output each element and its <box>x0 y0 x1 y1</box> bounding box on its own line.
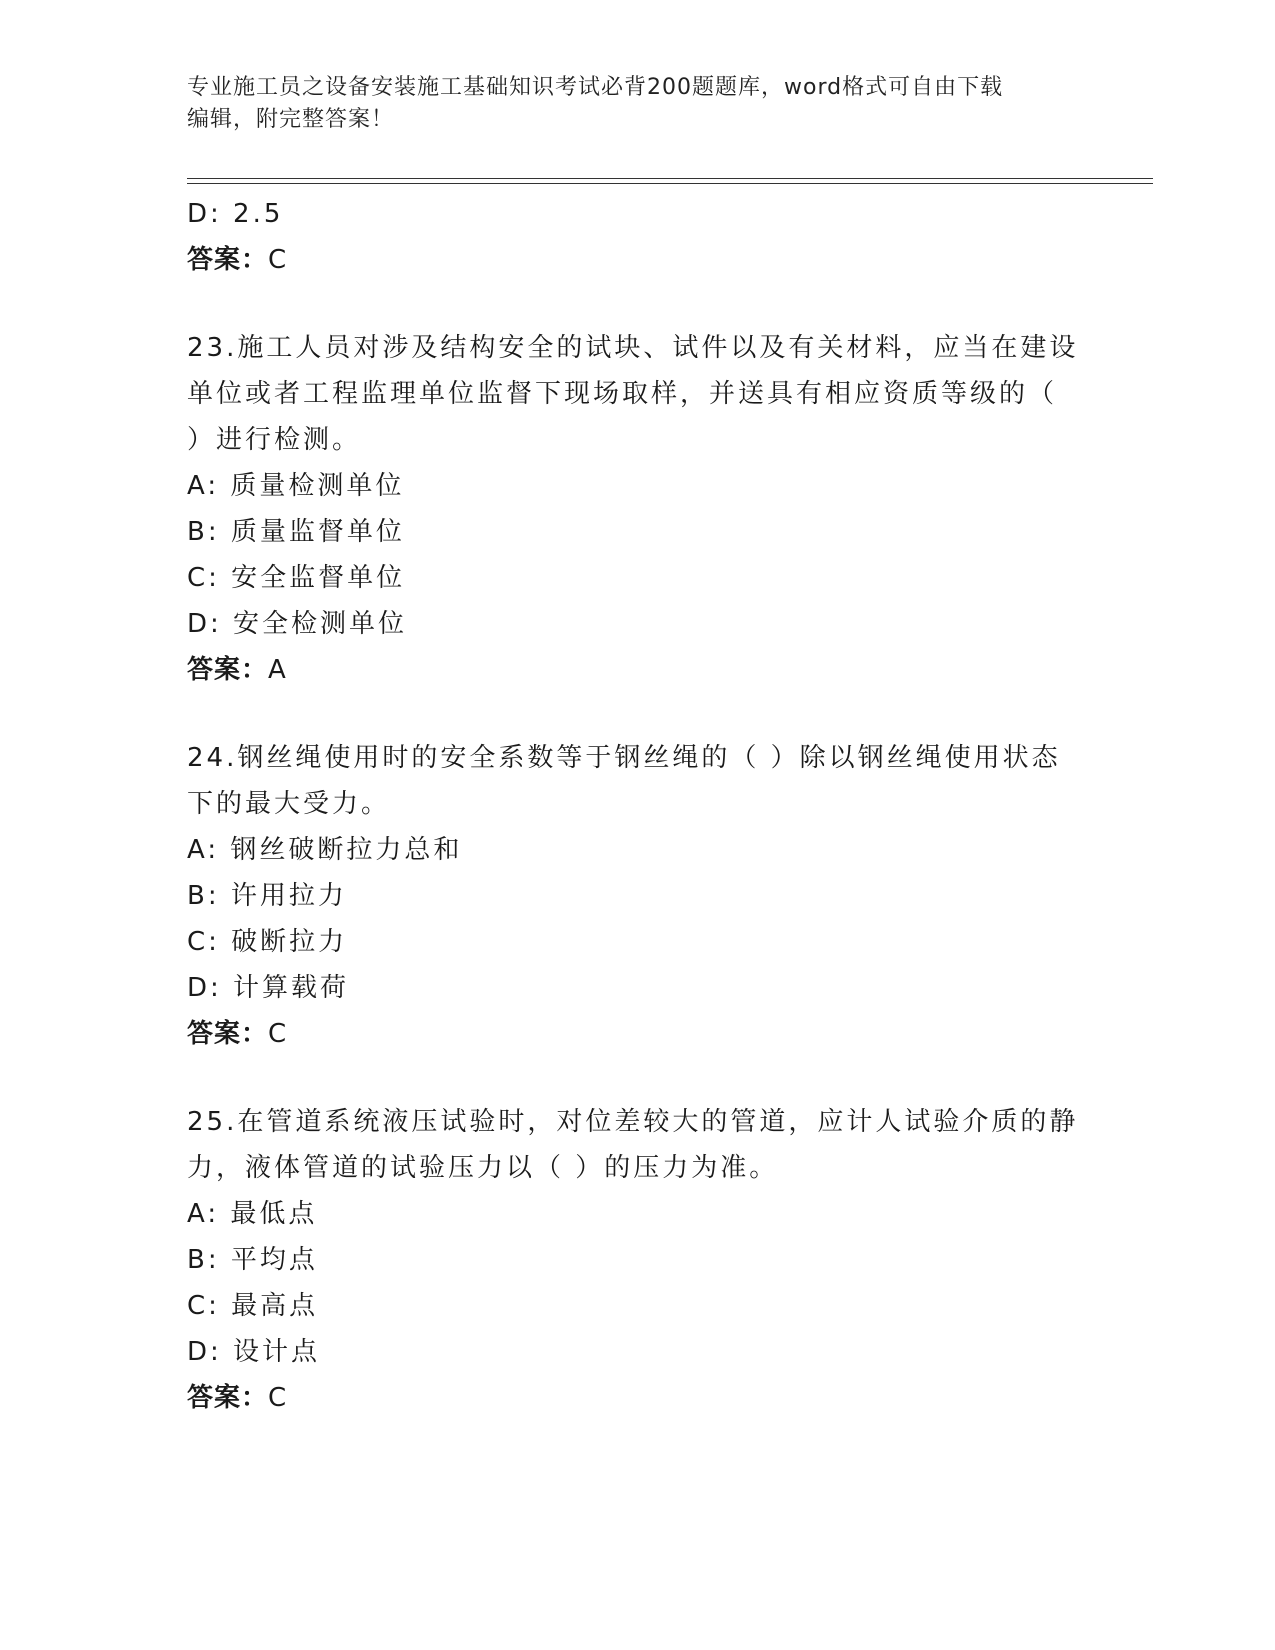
answer <box>187 1011 1087 1057</box>
answer-value: C <box>268 1383 288 1413</box>
option-c: C: 安全监督单位 <box>187 563 406 593</box>
question-stem-line: 下的最大受力。 <box>187 789 391 819</box>
question-stem-line: 单位或者工程监理单位监督下现场取样，并送具有相应资质等级的（ <box>187 379 1058 409</box>
answer-label: 答案： <box>187 1383 269 1413</box>
option-c: C: 破断拉力 <box>187 927 348 957</box>
answer-label: 答案： <box>187 655 269 685</box>
option-c: C: 最高点 <box>187 1291 319 1321</box>
answer <box>187 1375 1087 1421</box>
option-a: A: 质量检测单位 <box>187 471 405 501</box>
option-d: D: 安全检测单位 <box>187 609 408 639</box>
question-content <box>187 191 1087 1421</box>
document-header <box>187 72 1067 136</box>
question-stem-line: 力，液体管道的试验压力以（ ）的压力为准。 <box>187 1153 779 1183</box>
header-rule-bottom <box>187 183 1153 184</box>
question-stem-line: 24.钢丝绳使用时的安全系数等于钢丝绳的（ ）除以钢丝绳使用状态 <box>187 743 1061 773</box>
question-stem-line: 25.在管道系统液压试验时，对位差较大的管道，应计人试验介质的静 <box>187 1107 1079 1137</box>
question-23 <box>187 325 1087 693</box>
question-stem-line: 23.施工人员对涉及结构安全的试块、试件以及有关材料，应当在建设 <box>187 333 1079 363</box>
header-line-1: 专业施工员之设备安装施工基础知识考试必背200题题库，word格式可自由下载 <box>187 75 1004 100</box>
option-d: D: 设计点 <box>187 1337 321 1367</box>
option-a: A: 最低点 <box>187 1199 318 1229</box>
option-b: B: 平均点 <box>187 1245 318 1275</box>
header-rule-top <box>187 178 1153 179</box>
answer-label: 答案： <box>187 245 269 275</box>
question-25 <box>187 1099 1087 1421</box>
answer-value: C <box>268 1019 288 1049</box>
option-d: D: 计算载荷 <box>187 973 350 1003</box>
answer-value: C <box>268 245 288 275</box>
prev-answer <box>187 237 1087 283</box>
option-b: B: 许用拉力 <box>187 881 347 911</box>
question-stem-line: ）进行检测。 <box>187 425 362 455</box>
header-line-2: 编辑，附完整答案！ <box>187 107 395 132</box>
option-a: A: 钢丝破断拉力总和 <box>187 835 463 865</box>
prev-option-d: D: 2.5 <box>187 199 284 229</box>
option-b: B: 质量监督单位 <box>187 517 405 547</box>
answer-value: A <box>268 655 287 685</box>
answer-label: 答案： <box>187 1019 269 1049</box>
answer <box>187 647 1087 693</box>
question-24 <box>187 735 1087 1057</box>
